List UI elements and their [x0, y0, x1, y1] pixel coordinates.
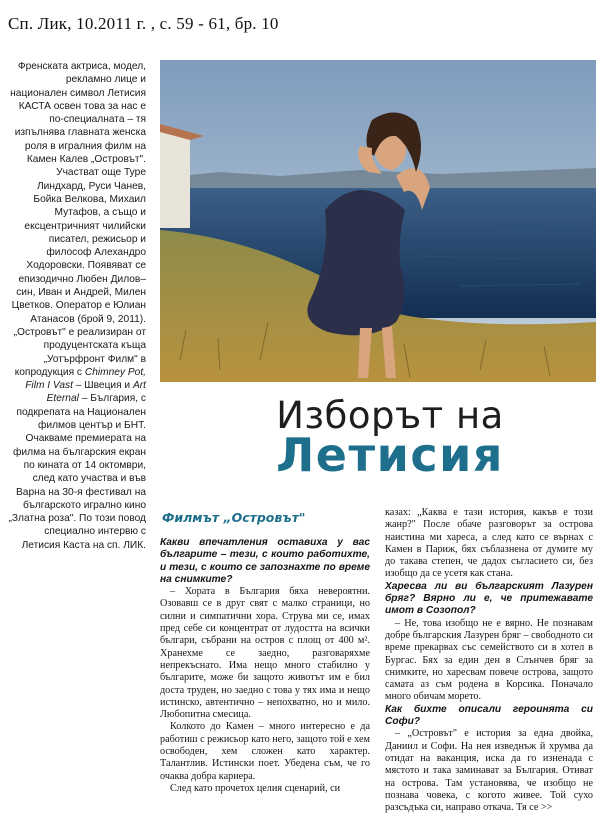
- intro-sidebar: [8, 60, 146, 552]
- question-2: Харесва ли ви българският Лазурен бряг? Вярно ли е, че притежавате имот в Созопол?: [385, 580, 593, 617]
- answer-1b: Колкото до Камен – много интересно е да работиш с режисьор като него, защото той е хем освободен, хем сложен като характер. Талантлив. Истински поет. Убедена съм, че го очаква добра кариера.: [160, 721, 370, 782]
- sidebar-text-3: – България, с подкрепата на Национален филмов център и БНТ. Очакваме премиерата на филма на българския екран по кината от 14 октомври, след като участва и във Варна на 30-я фестивал на българското игрално кино „Златна роза". По този повод специално интервю с Летисия Каста на сп. ЛИК.: [8, 393, 146, 551]
- white-building: [160, 132, 190, 228]
- column-1: [160, 537, 370, 795]
- sidebar-text-1: Френската актриса, модел, рекламно лице и национален символ Летисия КАСТА освен това за нас е по-специалната – тя изпълнява главната женска роля в игралния филм на Камен Калев „Островът". Участват още Туре Линдхард, Руси Чанев, Бойка Велкова, Михаил Мутафов, а също и ексцентричният чилийски писател, режисьор и философ Алехандро Ходоровски. Появяват се епизодично Любен Дилов–син, Иван и Андрей, Милен Цветков. Оператор е Юлиан Атанасов (брой 9, 2011). „Островът" е реализиран от продуцентската къща „Уотърфронт Филм" в копродукция с: [10, 61, 146, 378]
- article-title-line1: Изборът на: [276, 394, 504, 437]
- answer-3: – „Островът" е история за една двойка, Даниил и Софи. На нея изведнъж й хрумва да отидат на ваканция, иска да го изненада с мястото и така заминават за България. Отиват на острова. Там установява, че изобщо не познава човека, с когото живее. Той сухо разсъдъка си, направо откача. Тя се >>: [385, 728, 593, 814]
- article-title-line2: Летисия: [276, 428, 504, 482]
- sidebar-italic-2: Art Eternal: [46, 380, 146, 405]
- column-2: [385, 507, 593, 814]
- actress-photo: [160, 60, 596, 382]
- question-3: Как бихте описали героинята си Софи?: [385, 703, 593, 728]
- answer-2: – Не, това изобщо не е вярно. Не познавам добре българския Лазурен бряг – свободното си време прекарвах със семейството си в хотел в Бургас. Бях за един ден в Слънчев бряг за снимките, но харесвам повече острова, защото самата аз съм родена в Корсика. Поначало много обичам морето.: [385, 617, 593, 703]
- answer-1c: След като прочетох целия сценарий, си: [170, 782, 341, 794]
- question-1: Какви впечатления оставиха у вас българите – тези, с които работихте, и тези, с които се запознахте по време на снимките?: [160, 537, 370, 585]
- answer-1a: – Хората в България бяха невероятни. Озовавш се в друг свят с малко страници, но силни и симпатични хора. Струва ми се, имах пред себе си концентрат от лудостта на всички българи, събрани на остров с площ от 400 м². Хранехме се заедно, разговаряхме непрекъснато. Има нещо много стабилно у българите, може би защото животът им е бил доста труден, но заедно с това у тях има и нещо истинско, автентично – непохватно, но и мило. Любопитна смесица.: [160, 586, 370, 721]
- sidebar-text-2: – Швеция и: [72, 380, 133, 392]
- sidebar-italic-1: Chimney Pot, Film I Vast: [25, 366, 146, 392]
- citation-header: Сп. Лик, 10.2011 г. , с. 59 - 61, бр. 10: [8, 14, 279, 33]
- section-heading: Филмът „Островът": [162, 510, 306, 525]
- paragraph-continued: казах: „Каква е тази история, какъв е този жанр?" После обаче разговорът за острова наистина ми хареса, а след като се върнах с Камен в Париж, бях съблазнена от думите му до такава степен, че дадох съгласието си, без изобщо да се усетя как стана.: [385, 507, 593, 580]
- photo-illustration: [160, 60, 596, 382]
